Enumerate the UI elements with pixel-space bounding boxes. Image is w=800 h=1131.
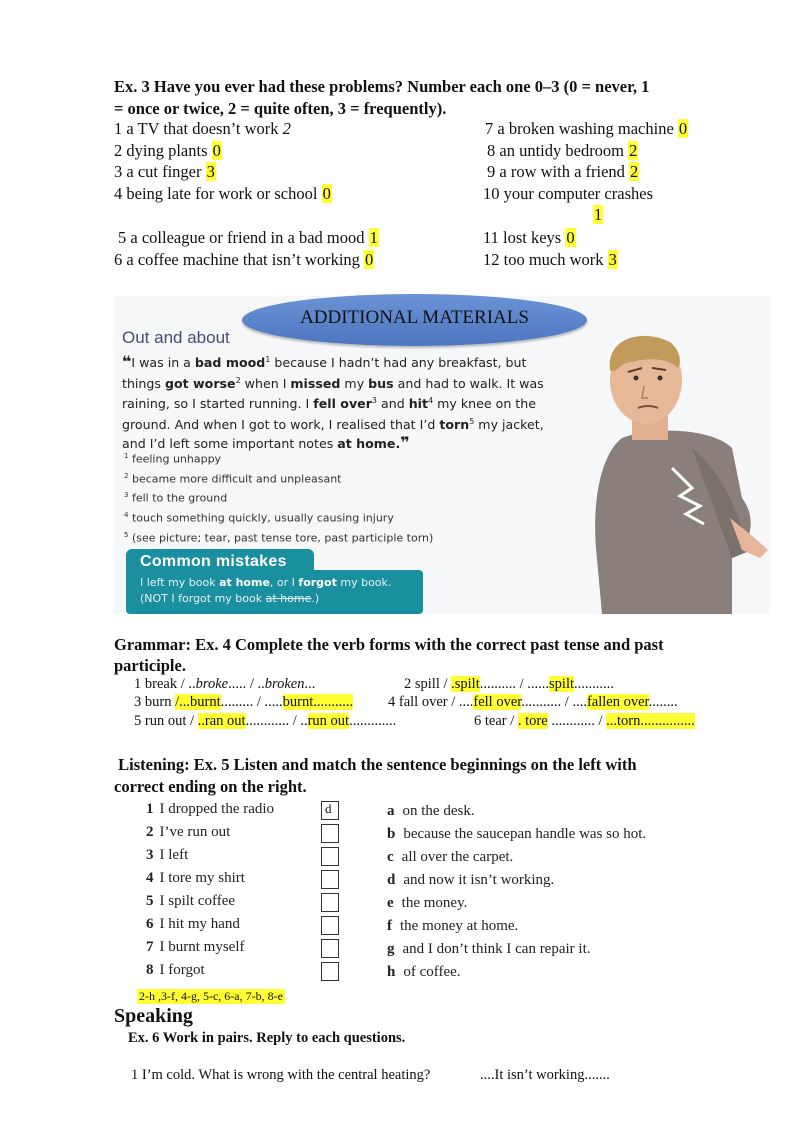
ex3-item-answer: 1	[594, 205, 603, 224]
common-mistakes-box	[126, 570, 423, 614]
answer-key: 2-h ,3-f, 4-g, 5-c, 6-a, 7-b, 8-e	[139, 989, 283, 1003]
beginning-item: 4 I tore my shirt	[146, 870, 245, 886]
beginning-item: 6 I hit my hand	[146, 916, 240, 932]
ex3-item: 6 a coffee machine that isn’t working 0	[114, 250, 374, 269]
ex3-item: 11 lost keys 0	[483, 228, 575, 247]
ex3-item: 3 a cut finger 3	[114, 162, 215, 181]
footnote: $^2$ became more difficult and unpleasant	[124, 471, 342, 486]
footnotes	[124, 448, 433, 546]
story-quote: ❝I was in a bad mood$^1$ because I hadn’t had any breakfast, but things got worse$^2$ when I missed my bus and had to walk. It was raining, so I started running. I fell over$^3$ and hit$^4$ my knee on the ground. And when I got to work, I realised that I’d torn$^5$ my jacket, and I’d left some important notes at home.❞	[122, 352, 544, 452]
ex3-item: 5 a colleague or friend in a bad mood 1	[118, 228, 378, 247]
ex3-item: 10 your computer crashes	[483, 184, 653, 203]
sentence-beginnings	[146, 798, 274, 982]
grammar-row-2: 2 spill / .spilt.......... / ......spilt...........	[404, 676, 614, 692]
answer-box-7[interactable]	[321, 939, 339, 958]
beginning-item: 7 I burnt myself	[146, 939, 245, 955]
footnote: $^4$ touch something quickly, usually causing injury	[124, 510, 394, 525]
beginning-item: 3 I left	[146, 847, 189, 863]
listening-heading-line2: correct ending on the right.	[114, 777, 307, 796]
ending-item: g and I don’t think I can repair it.	[387, 941, 591, 957]
ex3-heading-line2: = once or twice, 2 = quite often, 3 = frequently).	[114, 99, 447, 118]
ex3-item: 9 a row with a friend 2	[487, 162, 639, 181]
common-mistakes-line1: I left my book at home, or I forgot my book.	[140, 576, 392, 589]
ex3-item: 8 an untidy bedroom 2	[487, 141, 638, 160]
footnote: $^3$ fell to the ground	[124, 491, 228, 505]
answer-box-4[interactable]	[321, 870, 339, 889]
additional-materials-banner	[242, 294, 587, 346]
beginning-item: 1 I dropped the radio	[146, 801, 275, 817]
answer-box-8[interactable]	[321, 962, 339, 981]
footnote: $^5$ (see picture; tear, past tense tore, past participle torn)	[124, 530, 434, 545]
speaking-title: Speaking	[114, 1005, 193, 1027]
answer-box-3[interactable]	[321, 847, 339, 866]
ending-item: f the money at home.	[387, 918, 519, 934]
banner-label: ADDITIONAL MATERIALS	[300, 307, 529, 328]
ending-item: a on the desk.	[387, 803, 475, 819]
ending-item: h of coffee.	[387, 964, 461, 980]
sentence-endings	[387, 800, 646, 984]
grammar-heading-line2: participle.	[114, 656, 186, 675]
grammar-row-5: 5 run out / ..ran out............ / ..run out.............	[134, 713, 397, 729]
beginning-item: 8 I forgot	[146, 962, 205, 978]
ex3-item: 2 dying plants 0	[114, 141, 221, 160]
listening-heading-line1: Listening: Ex. 5 Listen and match the sentence beginnings on the left with	[114, 755, 637, 774]
ending-item: c all over the carpet.	[387, 849, 514, 865]
grammar-row-4: 4 fall over / ....fell over........... / ....fallen over........	[388, 694, 678, 710]
ending-item: e the money.	[387, 895, 468, 911]
ending-item: d and now it isn’t working.	[387, 872, 555, 888]
answer-box-2[interactable]	[321, 824, 339, 843]
ex3-heading-line1: Ex. 3 Have you ever had these problems? Number each one 0–3 (0 = never, 1	[114, 77, 650, 96]
footnote: $^1$ feeling unhappy	[124, 452, 222, 466]
man-illustration	[582, 328, 772, 614]
ex3-item: 1 a TV that doesn’t work 2	[114, 119, 291, 138]
speaking-instruction: Ex. 6 Work in pairs. Reply to each questions.	[128, 1030, 406, 1046]
ex3-item: 7 a broken washing machine 0	[485, 119, 688, 138]
answer-box-1[interactable]: d	[321, 801, 339, 820]
speaking-question-1: 1 I’m cold. What is wrong with the central heating?	[131, 1067, 431, 1083]
grammar-heading-line1: Grammar: Ex. 4 Complete the verb forms with the correct past tense and past	[114, 635, 664, 654]
common-mistakes-title: Common mistakes	[140, 553, 287, 570]
beginning-item: 2 I’ve run out	[146, 824, 231, 840]
ex3-item: 12 too much work 3	[483, 250, 617, 269]
speaking-answer-1: ....It isn’t working.......	[480, 1067, 610, 1083]
grammar-row-3: 3 burn /...burnt......... / .....burnt...........	[134, 694, 354, 710]
out-and-about-title: Out and about	[122, 328, 230, 347]
ending-item: b because the saucepan handle was so hot.	[387, 826, 647, 842]
answer-box-5[interactable]	[321, 893, 339, 912]
grammar-row-6: 6 tear / . tore ............ / ...torn...............	[474, 713, 695, 729]
common-mistakes-line2: (NOT I forgot my book at home.)	[140, 592, 320, 605]
beginning-item: 5 I spilt coffee	[146, 893, 236, 909]
ex3-item: 4 being late for work or school 0	[114, 184, 331, 203]
grammar-row-1: 1 break / ..broke..... / ..broken...	[134, 676, 316, 692]
answer-box-6[interactable]	[321, 916, 339, 935]
